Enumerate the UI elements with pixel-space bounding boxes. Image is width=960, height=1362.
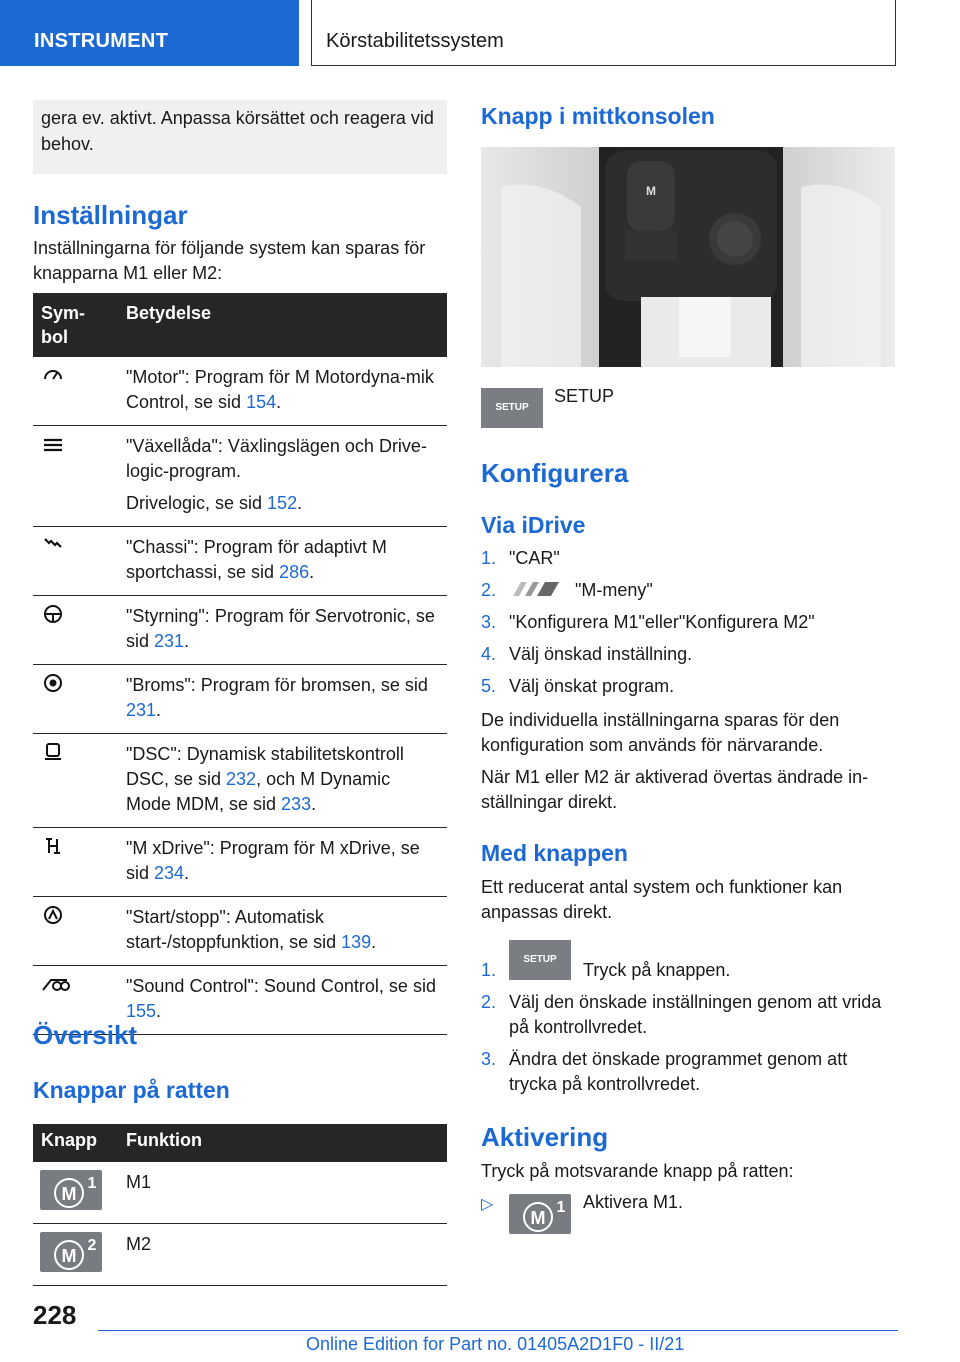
- table-row: [33, 734, 447, 828]
- list-item: 2. Välj den önskade inställningen genom att vrida på kontrollvredet.: [481, 992, 882, 1037]
- col-symbol-header: Sym- bol: [33, 293, 118, 357]
- row-text: "Sound Control": Sound Control, se sid 155.: [118, 966, 447, 1035]
- gauge-icon: [41, 365, 65, 385]
- section-tab: [0, 0, 299, 66]
- svg-text:M: M: [646, 184, 656, 198]
- table-row: [33, 1162, 447, 1224]
- row-text: "Broms": Program för bromsen, se sid 231.: [118, 665, 447, 734]
- center-console-photo: [481, 147, 895, 367]
- buttons-table: [33, 1124, 447, 1286]
- list-item: 3. "Konfigurera M1"eller"Konfigurera M2": [481, 612, 815, 632]
- knapp-mittkonsolen-heading: Knapp i mittkonsolen: [481, 103, 715, 129]
- list-item: 1. "CAR": [481, 548, 560, 568]
- start-stop-icon: [41, 905, 65, 925]
- m1-button-icon: [40, 1170, 102, 1210]
- setup-label: SETUP: [554, 386, 615, 406]
- intro-note: gera ev. aktivt. Anpassa körsättet och reagera vid behov.: [33, 100, 447, 174]
- knappar-heading: Knappar på ratten: [33, 1077, 230, 1103]
- table-row: [33, 426, 447, 527]
- m2-button-icon: [40, 1232, 102, 1272]
- med-knappen-heading: Med knappen: [481, 840, 628, 866]
- sound-icon: [41, 974, 71, 994]
- page-link[interactable]: 154: [246, 392, 277, 412]
- list-item: 2. "M-meny": [481, 580, 653, 600]
- brake-icon: [41, 673, 65, 693]
- bullet-marker: ▷: [481, 1196, 494, 1213]
- list-item: 3. Ändra det önskade programmet genom att trycka på kontrollvredet.: [481, 1049, 848, 1094]
- chapter-title: Körstabilitetssystem: [326, 30, 504, 52]
- table-row: [33, 357, 447, 426]
- svg-text:1: 1: [87, 1175, 97, 1192]
- page-link[interactable]: 286: [279, 562, 310, 582]
- row-text: "DSC": Dynamisk stabilitetskontroll DSC, se sid 232, och M Dynamic Mode MDM, se sid 233.: [118, 734, 447, 828]
- list-item: 5. Välj önskat program.: [481, 676, 675, 696]
- row-text: "Start/stopp": Automatisk start-/stoppfunktion, se sid 139.: [118, 897, 447, 966]
- m-logo-icon: [509, 580, 565, 598]
- table-row: [33, 665, 447, 734]
- col-function-header: Funktion: [118, 1124, 447, 1162]
- chapter-header: [311, 0, 896, 66]
- suspension-icon: [41, 535, 65, 555]
- bullet-text: Aktivera M1.: [583, 1192, 684, 1212]
- svg-text:M: M: [530, 1208, 546, 1228]
- paragraph: Ett reducerat antal system och funktioner kan anpassas direkt.: [481, 877, 843, 922]
- konfigurera-heading: Konfigurera: [481, 458, 629, 488]
- idrive-steps: [481, 546, 895, 706]
- svg-text:2: 2: [87, 1237, 97, 1254]
- col-button-header: Knapp: [33, 1124, 118, 1162]
- bullet-item: [481, 1194, 895, 1238]
- setup-button-icon: SETUP: [509, 940, 571, 980]
- page-link[interactable]: 231: [154, 631, 185, 651]
- page-link[interactable]: 152: [267, 493, 298, 513]
- page-link[interactable]: 139: [341, 932, 372, 952]
- paragraph: När M1 eller M2 är aktiverad övertas ändrade in-ställningar direkt.: [481, 767, 869, 812]
- row-text: "Växellåda": Växlingslägen och Drive-logic-program. Drivelogic, se sid 152.: [118, 426, 447, 527]
- edition-text: Online Edition for Part no. 01405A2D1F0 - II/21: [306, 1334, 685, 1354]
- table-row: [33, 527, 447, 596]
- setup-button-icon: SETUP: [481, 388, 543, 428]
- dsc-icon: [41, 742, 65, 762]
- m1-button-icon: [509, 1194, 571, 1234]
- svg-text:1: 1: [556, 1199, 566, 1216]
- button-steps: [481, 940, 895, 1104]
- via-idrive-heading: Via iDrive: [481, 512, 586, 538]
- page-number: 228: [33, 1300, 77, 1330]
- list-item: 4. Välj önskad inställning.: [481, 644, 693, 664]
- row-text: "Styrning": Program för Servotronic, se sid 231.: [118, 596, 447, 665]
- list-item: 1. SETUP Tryck på knappen.: [481, 940, 895, 983]
- page-link[interactable]: 155: [126, 1001, 157, 1021]
- steering-icon: [41, 604, 65, 624]
- row-text: "Motor": Program för M Motordyna-mik Control, se sid 154.: [118, 357, 447, 426]
- function-cell: M2: [118, 1224, 447, 1286]
- paragraph: De individuella inställningarna sparas för den konfiguration som används för närvarande.: [481, 710, 840, 755]
- table-row: [33, 828, 447, 897]
- footer-divider: [98, 1330, 898, 1331]
- page-link[interactable]: 232: [226, 769, 257, 789]
- col-meaning-header: Betydelse: [118, 293, 447, 357]
- page-link[interactable]: 234: [154, 863, 185, 883]
- installningar-heading: Inställningar: [33, 200, 188, 230]
- table-row: [33, 596, 447, 665]
- svg-text:M: M: [61, 1246, 77, 1266]
- page-link[interactable]: 233: [281, 794, 312, 814]
- xdrive-icon: [41, 836, 65, 856]
- table-row: [33, 1224, 447, 1286]
- oversikt-heading: Översikt: [33, 1020, 138, 1050]
- paragraph: Tryck på motsvarande knapp på ratten:: [481, 1161, 794, 1181]
- setup-row: [481, 388, 543, 428]
- gear-lines-icon: [41, 434, 65, 454]
- installningar-text: Inställningarna för följande system kan sparas för knapparna M1 eller M2:: [33, 238, 426, 283]
- function-cell: M1: [118, 1162, 447, 1224]
- svg-text:M: M: [61, 1184, 77, 1204]
- row-text: "M xDrive": Program för M xDrive, se sid 234.: [118, 828, 447, 897]
- section-label: INSTRUMENT: [34, 30, 169, 52]
- table-row: [33, 897, 447, 966]
- page-link[interactable]: 231: [126, 700, 157, 720]
- aktivering-heading: Aktivering: [481, 1122, 609, 1152]
- settings-table: [33, 293, 447, 1035]
- row-text: "Chassi": Program för adaptivt M sportchassi, se sid 286.: [118, 527, 447, 596]
